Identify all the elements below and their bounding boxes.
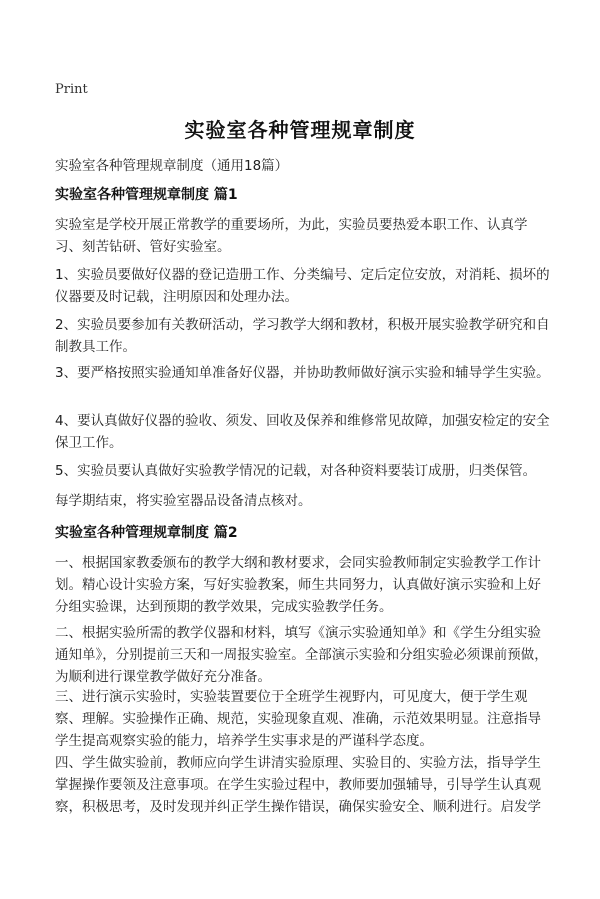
section-heading: 实验室各种管理规章制度 篇2 [55, 525, 238, 541]
paragraph-text: 四、学生做实验前，教师应向学生讲清实验原理、实验目的、实验方法，指导学生掌握操作要领及注意事项。在学生实验过程中，教师要加强辅导，引导学生认真观察，积极思考，及时发现并纠正学生操作错误，确保实验安全、顺利进行。启发学 [55, 755, 541, 815]
page-subtitle: 实验室各种管理规章制度（通用18篇） [55, 158, 289, 174]
paragraph-text: 4、要认真做好仪器的验收、须发、回收及保养和维修常见故障，加强安检定的安全保卫工作。 [55, 413, 550, 451]
paragraph [55, 622, 550, 688]
paragraph [55, 552, 550, 618]
print-label: Print [55, 82, 88, 97]
paragraph-text: 1、实验员要做好仪器的登记造册工作、分类编号、定后定位安放，对消耗、损坏的仪器要及时记载，注明原因和处理办法。 [55, 267, 550, 305]
paragraph [55, 314, 550, 358]
paragraph-text: 实验室是学校开展正常教学的重要场所，为此，实验员要热爱本职工作、认真学习、刻苦钻研、管好实验室。 [55, 217, 528, 255]
paragraph-text: 每学期结束，将实验室器品设备清点核对。 [55, 493, 312, 509]
page-title: 实验室各种管理规章制度 [184, 118, 416, 142]
paragraph [55, 460, 550, 482]
paragraph-text: 5、实验员要认真做好实验教学情况的记载，对各种资料要装订成册，归类保管。 [55, 463, 537, 479]
paragraph [55, 490, 550, 512]
paragraph [55, 362, 550, 384]
paragraph [55, 410, 550, 454]
section-heading: 实验室各种管理规章制度 篇1 [55, 187, 238, 203]
paragraph [55, 214, 550, 258]
paragraph-text: 2、实验员要参加有关教研活动，学习教学大纲和教材，积极开展实验教学研究和自制教具工作。 [55, 317, 550, 355]
paragraph-text: 一、根据国家教委颁布的教学大纲和教材要求，会同实验教师制定实验教学工作计划。精心设计实验方案，写好实验教案，师生共同努力，认真做好演示实验和上好分组实验课，达到预期的教学效果，完成实验教学任务。 [55, 555, 541, 615]
paragraph [55, 264, 550, 308]
paragraph-text: 三、进行演示实验时，实验装置要位于全班学生视野内，可见度大，便于学生观察、理解。实验操作正确、规范，实验现象直观、准确，示范效果明显。注意指导学生提高观察实验的能力，培养学生实事求是的严谨科学态度。 [55, 689, 541, 749]
paragraph-text: 二、根据实验所需的教学仪器和材料，填写《演示实验通知单》和《学生分组实验通知单》，分别提前三天和一周报实验室。全部演示实验和分组实验必须课前预做，为顺利进行课堂教学做好充分准备。 [55, 625, 548, 685]
section-2 [55, 522, 550, 542]
section-1 [55, 184, 550, 204]
paragraph [55, 752, 550, 818]
paragraph-text: 3、要严格按照实验通知单准备好仪器，并协助教师做好演示实验和辅导学生实验。 [55, 365, 550, 381]
paragraph [55, 686, 550, 752]
